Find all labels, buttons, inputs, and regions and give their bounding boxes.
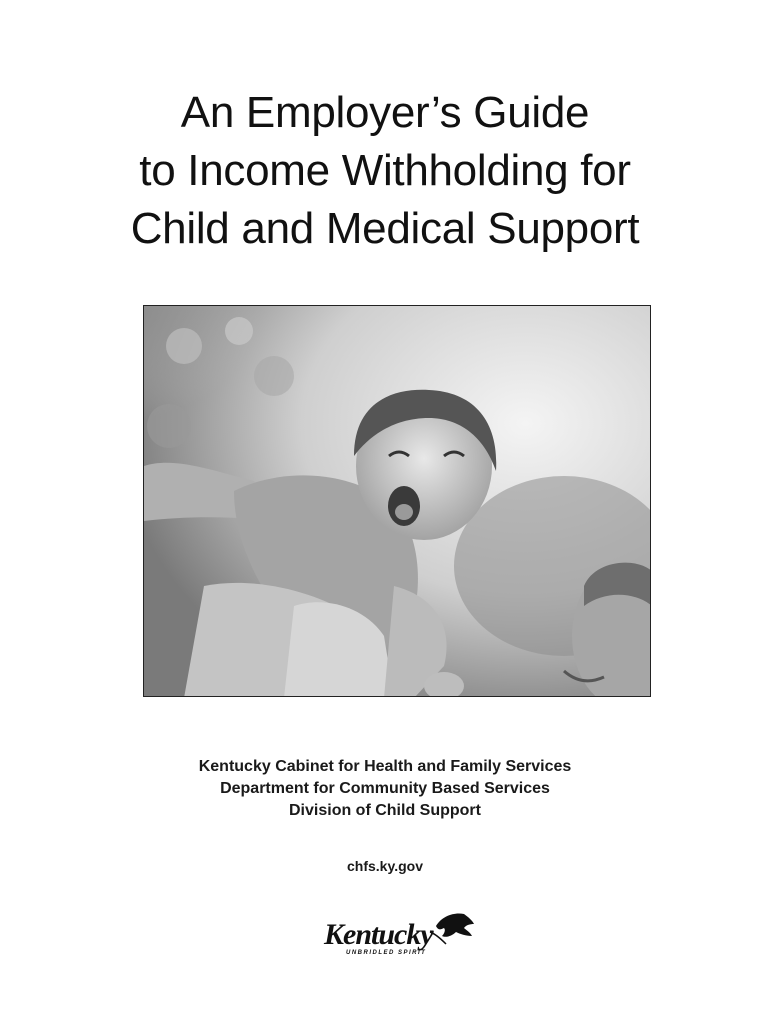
title-line-1: An Employer’s Guide (180, 88, 590, 137)
title-line-3: Child and Medical Support (130, 204, 640, 253)
organization-line-3: Division of Child Support (289, 802, 481, 819)
kentucky-logo (318, 908, 478, 958)
logo-tagline: UNBRIDLED SPIRIT (346, 950, 427, 956)
title-line-2: to Income Withholding for (139, 146, 631, 195)
photo-laughing-child-icon (144, 306, 651, 697)
document-title (0, 84, 770, 258)
horse-head-icon (430, 914, 474, 945)
organization-line-1: Kentucky Cabinet for Health and Family Services (198, 758, 572, 775)
organization-block (0, 756, 770, 822)
cover-photo (143, 305, 651, 697)
website-link[interactable]: chfs.ky.gov (347, 858, 423, 874)
logo-wordmark: Kentucky (324, 918, 433, 951)
organization-line-2: Department for Community Based Services (220, 780, 550, 797)
